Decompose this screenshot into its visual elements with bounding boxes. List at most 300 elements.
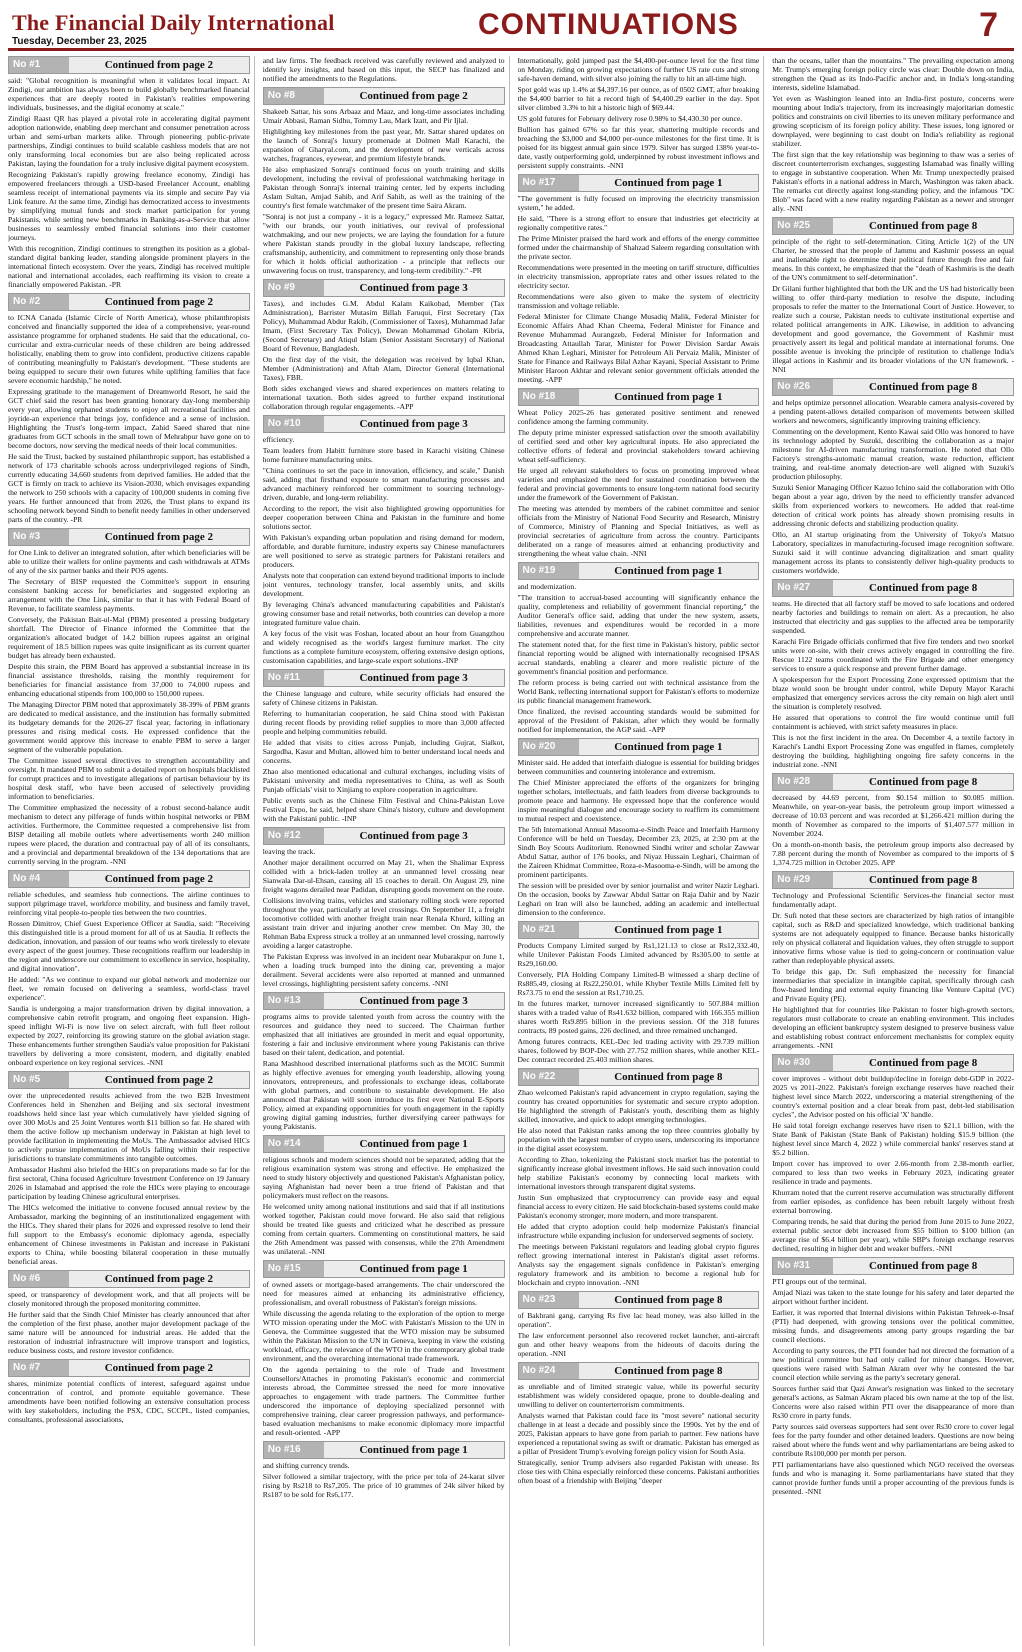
story-continued-from: Continued from page 8 xyxy=(868,582,978,594)
column-1 xyxy=(8,56,255,1646)
story-continued-from: Continued from page 3 xyxy=(359,995,468,1007)
paragraph: Recommendations were presented in the meeting on tariff structure, difficulties in electricity transmission, appropriate rates and other issues related to the electricity sector. xyxy=(517,263,760,290)
story-number: No #11 xyxy=(264,670,324,686)
story-header xyxy=(8,1359,250,1377)
paragraph: Bullion has gained 67% so far this year, shattering multiple records and breaching the $3,000 and $4,000 per-ounce milestones for the first time. It is poised for its biggest annual gain since 1979. Silver has surged 138% year-to-date, vastly outperforming gold, underpinned by robust investment inflows and persistent supply constraints. -NNI xyxy=(517,125,760,170)
paragraph: A spokesperson for the Export Processing Zone expressed optimism that the blaze would soon be brought under control, while Deputy Mayor Karachi emphasized that emergency services across the city remain on high alert until the situation is completely resolved. xyxy=(772,675,1014,711)
paragraph: Conversely, PIA Holding Company Limited-B witnessed a sharp decline of Rs885.49, closing at Rs22,250.01, while Khyber Textile Mills Limited fell by Rs73.75 to end the session at Rs1,710.25. xyxy=(517,970,760,997)
paragraph: The meetings between Pakistani regulators and leading global crypto figures reflect growing international interest in Pakistan's digital asset reforms. Analysts say the engagement signals confidence in Pakistan's emerging regulatory framework and its ambition to become a regional hub for blockchain and crypto innovation. -NNI xyxy=(517,1242,760,1287)
story-continued-from: Continued from page 1 xyxy=(614,565,723,577)
story xyxy=(518,921,760,1064)
story-number: No #2 xyxy=(9,294,69,310)
story-number: No #14 xyxy=(264,1136,324,1152)
paragraph: over the unprecedented results achieved from the two B2B Investment Conferences held in Shenzhen and Beijing and six sectoral investment roadshows held since last year which cumulatively have yielded signing of over 300 MoUs and 25 Joint Ventures worth $11 billion so far. He shared with them the active follow up mechanism underway in Pakistan at high level to provide facilitation in implementing the MoUs. The Ambassador advised HICs to actively pursue implementation of MoUs falling within their respective jurisdictions to translate commitments into tangible outcomes. xyxy=(8,1091,250,1163)
paragraph: Karachi Fire Brigade officials confirmed that five fire tenders and two snorkel units were on-site, with their crews actively engaged in controlling the fire. Rescue 1122 teams coordinated with the Fire Brigade and other emergency services to ensure a quick response and prevent further damage. xyxy=(772,637,1014,673)
story-number: No #3 xyxy=(9,529,69,545)
paragraph: A key focus of the visit was Foshan, located about an hour from Guangzhou and widely recognised as the world's largest furniture market. The city functions as a complete furniture ecosystem, offering extensive design options, customisation capabilities, and large-scale export solutions.-INP xyxy=(262,629,505,665)
paragraph: Once finalized, the revised accounting standards would be submitted for approval of the President of Pakistan, after which they would be formally notified for implementation, the AGP said. -APP xyxy=(517,707,760,734)
paragraph: Saudia is undergoing a major transformation driven by digital innovation, a comprehensive cabin retrofit program, and ongoing fleet expansion. High-speed inflight Wi-Fi is now live on select aircraft, with full fleet rollout expected by 2027, reinforcing its growing stature on the global aviation stage. These enhancements further strengthen Saudia's value proposition for Pakistani travellers by delivering a more consistent, modern, and digitally enabled onboard experience on key regional services. -NNI xyxy=(8,1004,250,1067)
story-header xyxy=(263,279,505,297)
paragraph: Despite this strain, the PBM Board has approved a substantial increase in its financial assistance thresholds, raising the monthly requirement for beneficiaries for financial assistance from 37,000 to 74,000 rupees and enhancing educational stipends from 100,000 to 150,000 rupees. xyxy=(8,662,250,698)
story-number: No #13 xyxy=(264,993,324,1009)
paragraph: and shifting currency trends. xyxy=(262,1461,350,1470)
page-number: 7 xyxy=(979,6,998,44)
paragraph: religious schools and modern sciences should not be separated, adding that the religious examination system was strong and effective. He emphasized the need to study history objectively and questioned Pakistan's Afghanistan policy, saying Afghanistan had never been a true friend of Pakistan and that policymakers must reflect on the reasons. xyxy=(262,1155,505,1200)
story xyxy=(8,1071,250,1266)
story-continued-from: Continued from page 8 xyxy=(614,1071,723,1083)
paragraph: the Chinese language and culture, while security officials had ensured the safety of Chinese citizens in Pakistan. xyxy=(262,689,505,707)
paragraph: as unreliable and of limited strategic value, while its powerful security establishment was widely considered opaque, prone to double-dealing and unwilling to deliver on counterterrorism commitments. xyxy=(517,1382,760,1409)
paragraph: Sources further said that Qazi Anwar's resignation was linked to the secretary general's actions, as Salman Akram placed his own name at the top of the list. Concerns were also raised within PTI over the disappearance of more than Rs30 crore in party funds. xyxy=(772,1384,1014,1420)
story-number: No #6 xyxy=(9,1271,69,1287)
story-number: No #30 xyxy=(773,1055,833,1071)
story xyxy=(518,56,760,170)
story xyxy=(263,56,505,83)
story-header xyxy=(518,562,760,580)
story-number: No #9 xyxy=(264,280,324,296)
story-continued-from: Continued from page 2 xyxy=(104,1362,214,1374)
paragraph: Both sides exchanged views and shared experiences on matters relating to international taxation. Both sides agreed to further expand institutional collaboration through regular engagements. -APP xyxy=(262,384,505,411)
story-number: No #7 xyxy=(9,1360,69,1376)
story-continued-from: Continued from page 2 xyxy=(104,59,214,71)
story-continued-from: Continued from page 2 xyxy=(104,531,214,543)
paragraph: Minister said. He added that interfaith dialogue is essential for building bridges between communities and countering intolerance and extremism. xyxy=(517,758,760,776)
story-number: No #23 xyxy=(519,1292,579,1308)
story xyxy=(772,217,1014,374)
paragraph: Khurram noted that the current reserve accumulation was structurally different from earlier episodes, as confidence has been rebuilt largely without fresh external borrowing. xyxy=(772,1188,1014,1215)
paragraph: said: "Global recognition is meaningful when it validates local impact. At Zindigi, our ambition has always been to build globally benchmarked financial experiences that are deeply rooted in Pakistan's realities empowering individuals, businesses, and the digital economy at scale." xyxy=(8,76,250,112)
story xyxy=(8,1270,250,1355)
story xyxy=(772,1257,1014,1496)
story xyxy=(263,1441,505,1499)
story-body xyxy=(263,107,505,275)
story-number: No #21 xyxy=(519,922,579,938)
story-continued-from: Continued from page 2 xyxy=(104,1074,214,1086)
story xyxy=(8,1359,250,1424)
paragraph: According to party sources, the PTI founder had not directed the formation of a new political committee but had only called for minor changes. However, questions were raised with Salman Akram over why he contested the bar council election while serving as the party's secretary general. xyxy=(772,1346,1014,1382)
paragraph: He said total foreign exchange reserves have risen to $21.1 billion, with the State Bank of Pakistan (State Bank of Pakistan) holding $15.9 billion (the highest level since March 4, 2022 ) while commercial banks' reserves stand at $5.2 billion. xyxy=(772,1121,1014,1157)
paragraph: Expressing gratitude to the management of Dreamworld Resort, he said the GCT chief said the resort has been granting honorary day-long membership every year, allowing orphaned students to enjoy all recreational facilities and joyride-an experience that brings joy, confidence and a sense of inclusion. Highlighting the Trust's long-term impact, Zahid Saeed shared that nine graduates from GCT schools in the small town of Mehrabpur have gone on to become doctors, now serving the medical needs of their local communities. xyxy=(8,387,250,450)
story-header xyxy=(518,1068,760,1086)
story-body xyxy=(518,56,760,170)
story-number: No #16 xyxy=(264,1442,324,1458)
story-body xyxy=(772,891,1014,1050)
story-number: No #26 xyxy=(773,379,833,395)
paragraph: In the futures market, turnover increased significantly to 507.884 million shares with a traded value of Rs41.632 billion, compared with 166.355 million shares worth Rs9.895 billion in the previous session. Of the 318 futures contracts, 89 posted gains, 226 declined, and three remained unchanged. xyxy=(517,999,760,1035)
masthead xyxy=(8,6,1014,46)
paragraph: To bridge this gap, Dr. Sufi emphasized the necessity for financial intermediaries that specialize in intangible capital, specifically through cash flow-based lending and external equity financing like Venture Capital (VC) and Private Equity (PE). xyxy=(772,967,1014,1003)
story-header xyxy=(263,827,505,845)
story xyxy=(772,56,1014,213)
paragraph: He also emphasized Sonraj's continued focus on youth training and skills development, including the revival of professional watchmaking heritage in Pakistan through Sonraj's internal training center, led by experts including Aslam Sultan, Amjad Sahib, and Arif Sahib, as well as the training of the country's first female watchmaker of the present time Saira Akram. xyxy=(262,165,505,210)
story-body xyxy=(772,1074,1014,1253)
paragraph: speed, or transparency of development work, and that all projects will be closely monitored through the proposed monitoring committee. xyxy=(8,1290,250,1308)
story-number: No #15 xyxy=(264,1261,324,1277)
paragraph: He added that crypto adoption could help modernize Pakistan's financial infrastructure while expanding inclusion for underserved segments of society. xyxy=(517,1222,760,1240)
story-body xyxy=(8,1091,250,1266)
story-continued-from: Continued from page 8 xyxy=(868,776,978,788)
paragraph: programs aims to provide talented youth from across the country with the resources and guidance they need to succeed. The Chairman further emphasized that all initiatives are grounded in merit and equal opportunity, fostering a fair and inclusive environment where young Pakistanis can thrive based on their talent, dedication, and potential. xyxy=(262,1012,505,1057)
paragraph: Zindigi Raast QR has played a pivotal role in accelerating digital payment adoption nationwide, enabling deep merchant and consumer penetration across urban and semi-urban markets alike. Through pioneering public-private partnerships, Zindigi continues to build scalable cashless models that are not only transforming local economies but are also being replicated across Pakistan, laying the foundation for a truly inclusive digital payment ecosystem. xyxy=(8,114,250,168)
paragraph: Internationally, gold jumped past the $4,400-per-ounce level for the first time on Monday, riding on growing expectations of further US rate cuts and strong safe-haven demand, with silver also joining the rally to hit an all-time high. xyxy=(517,56,760,83)
paragraph: With this recognition, Zindigi continues to strengthen its position as a global-standard digital banking leader, standing alongside prominent players in the international fintech ecosystem. Over the years, Zindigi has received multiple national and international accolades, each reaffirming its vision to create a financially empowered Pakistan. -PR xyxy=(8,244,250,289)
story-continued-from: Continued from page 1 xyxy=(614,924,723,936)
story-header xyxy=(263,992,505,1010)
paragraph: The meeting was attended by members of the cabinet committee and senior officials from the Ministry of National Food Security and Research, Ministry of Commerce, Ministry of Planning and Special Initiatives, as well as provincial secretaries of agriculture from across the country. Participants deliberated on a range of measures aimed at enhancing productivity and strengthening the wheat value chain. -NNI xyxy=(517,504,760,558)
story-header xyxy=(263,415,505,433)
paragraph: The Committee issued several directives to strengthen accountability and oversight. It mandated PBM to submit a detailed report on hospitals blacklisted for corrupt practices and to investigate allegations of partisan behaviour by its hospital desk staff, who have been accused of selectively providing information to beneficiaries. xyxy=(8,756,250,801)
story-header xyxy=(772,378,1014,396)
story-body xyxy=(518,1311,760,1358)
paragraph: Ambassador Hashmi also briefed the HICs on preparations made so far for the first sectoral, China focused Agriculture Investment Conference on 19 January 2026 in Islamabad and apprised the role the HICs were playing to encourage participation by leading Chinese agricultural enterprises. xyxy=(8,1165,250,1201)
story xyxy=(263,1135,505,1256)
paragraph: Wheat Policy 2025-26 has generated positive sentiment and renewed confidence among the farming community. xyxy=(517,408,760,426)
story-body xyxy=(263,56,505,83)
story-continued-from: Continued from page 8 xyxy=(868,1260,978,1272)
paragraph: Among futures contracts, KEL-Dec led trading activity with 29.739 million shares, followed by BOP-Dec with 27.752 million shares, while another KEL-Dec contract recorded 25.403 million shares. xyxy=(517,1037,760,1064)
story-continued-from: Continued from page 1 xyxy=(614,177,723,189)
paragraph: He also noted that Pakistan ranks among the top three countries globally by population with the largest number of crypto users, underscoring its importance in the digital asset ecosystem. xyxy=(517,1126,760,1153)
paragraph: Dr. Sufi noted that these sectors are characterized by high ratios of intangible capital, such as R&D and specialized knowledge, which traditional banking systems are not adequately equipped to finance. Because banks historically rely on physical collateral and liquidation values, they often struggle to support innovative firms whose value is tied to going-concern or continuation value rather than redeployable physical assets. xyxy=(772,911,1014,965)
paragraph: "Sonraj is not just a company - it is a legacy," expressed Mr. Rameez Sattar, "with our brands, our youth initiatives, our revival of professional watchmaking, and our new projects, we are laying the foundation for a future where Pakistan stands proudly in the global luxury landscape, reflecting craftsmanship, authenticity, and commitment to representing only those brands for which it holds official authorization - a principle that reflects our unwavering focus on trust, transparency, and long-term credibility." -PR xyxy=(262,212,505,275)
story-continued-from: Continued from page 8 xyxy=(614,1294,723,1306)
story-body xyxy=(8,1379,250,1424)
paragraph: of Bakhrani gang, carrying Rs five lac head money, was also killed in the operation". xyxy=(517,1311,760,1329)
story-continued-from: Continued from page 2 xyxy=(104,296,214,308)
paragraph: and modernization. xyxy=(517,582,577,591)
story xyxy=(8,56,250,289)
story-body xyxy=(263,847,505,988)
paragraph: Another major derailment occurred on May 21, when the Shalimar Express collided with a brick-laden trolley at an unmanned level crossing near Sianwala Dar-ul-Ehsan, causing all 15 coaches to derail. On August 29, nine freight wagons derailed near Padidan, disrupting goods movement on the route. xyxy=(262,858,505,894)
story-header xyxy=(518,1291,760,1309)
paragraph: Silver followed a similar trajectory, with the price per tola of 24-karat silver rising by Rs218 to Rs7,205. The price of 10 grammes of 24k silver hiked by Rs187 to be sold for Rs6,177. xyxy=(262,1472,505,1499)
paragraph: On the first day of the visit, the delegation was received by Iqbal Khan, Member (Administration) and Aftab Alam, Director General (International Taxes), FBR. xyxy=(262,355,505,382)
story-continued-from: Continued from page 8 xyxy=(868,874,978,886)
paragraph: cover improves - without debt buildup/decline in foreign debt-GDP in 2022-2025 vs 2011-2022. Pakistan's foreign exchange reserves have reached their highest level since March 2022, underscoring a material strengthening of the country's external position and a clear break from past, debt-led stabilisation cycles", the Advisor posted on his official 'X' handle. xyxy=(772,1074,1014,1119)
paragraph: The Pakistan Express was involved in an incident near Mubarakpur on June 1, when a loading truck bumped into the dining car, preventing a major derailment. Several accidents were also reported at manned and unmanned level crossings, highlighting persistent safety concerns. -NNI xyxy=(262,952,505,988)
paragraph: He said, "There is a strong effort to ensure that industries get electricity at regionally competitive rates." xyxy=(517,214,760,232)
paragraph: Amjad Niazi was taken to the state lounge for his safety and later departed the airport without further incident. xyxy=(772,1288,1014,1306)
story-number: No #29 xyxy=(773,872,833,888)
paragraph: The 5th International Annual Masooma-e-Sindh Peace and Interfaith Harmony Conference will be held on Tuesday, December 23, 2025, at 2:30 pm at the Sindh Boy Scouts Auditorium. Renowned Sindhi writer and scholar Zawwar Abdul Sattar, author of 176 books, and Niyaz Hussain Leghari, Chairman of the Zaireen Khidmat Committee, Roza-e-Masooma-e-Sindh, will be among the prominent participants. xyxy=(517,825,760,879)
paragraph: He further said that the Sindh Chief Minister has clearly announced that after the completion of the first phase, another major development package of the same nature will be announced for industrial areas. He added that the restoration of industrial infrastructure will improve transport and logistics, reduce business costs, and restore investor confidence. xyxy=(8,1310,250,1355)
story-continued-from: Continued from page 1 xyxy=(359,1444,468,1456)
paragraph: The HICs welcomed the initiative to convene focused annual review by the Ambassador, marking the beginning of an institutionalized engagement with the HICs. They shared their plans for 2026 and expressed resolve to lend their full support to the Embassy's economic diplomacy agenda, especially enhancement of Chinese investments in Pakistan and increase in Pakistani exports to China, while boosting bilateral cooperation in these mutually beneficial areas. xyxy=(8,1203,250,1266)
story-body xyxy=(8,1290,250,1355)
paragraph: He added: "As we continue to expand our global network and modernize our fleet, we remain focused on delivering a seamless, world-class travel experience". xyxy=(8,975,250,1002)
paragraph: Technology and Professional Scientific Services-the financial sector must fundamentally adapt. xyxy=(772,891,1014,909)
paragraph: Import cover has improved to over 2.66-month from 2.38-month earlier, compared to less than two weeks in February 2023, indicating greater resilience in trade and payments. xyxy=(772,1159,1014,1186)
story-continued-from: Continued from page 1 xyxy=(614,741,723,753)
columns-container xyxy=(8,56,1014,1646)
story-body xyxy=(263,1155,505,1256)
story-body xyxy=(772,56,1014,213)
story-body xyxy=(8,548,250,866)
paragraph: shares, minimize potential conflicts of interest, safeguard against undue concentration of control, and promote equitable governance. These amendments have been notified following an extensive consultation process with key stakeholders, including the PSX, CDC, SCCPL, listed companies, consultants, professional associations, xyxy=(8,1379,250,1424)
paragraph: He added that visits to cities across Punjab, including Gujrat, Sialkot, Sargodha, Kasur and Multan, allowed him to better understand local needs and concerns. xyxy=(262,738,505,765)
paragraph: He welcomed unity among national institutions and said that if all institutions worked together, Pakistan could move forward. He also said that religious should be treated like guests and criticized what he described as pressure coming from certain quarters. Commenting on constitutional matters, he said the 26th Amendment was passed with consensus, while the 27th Amendment was unilateral. -NNI xyxy=(262,1202,505,1256)
paragraph: Team leaders from Habitt furniture store based in Karachi visiting Chinese home furniture manufacturing units. xyxy=(262,446,505,464)
paragraph: reliable schedules, and seamless hub connections. The airline continues to support pilgrimage travel, workforce mobility, and business and family travel, reinforcing vital people-to-people ties between the two countries. xyxy=(8,890,250,917)
story-header xyxy=(263,1135,505,1153)
story-number: No #19 xyxy=(519,563,579,579)
story-body xyxy=(518,194,760,384)
story xyxy=(8,870,250,1067)
paragraph: Recognizing Pakistan's rapidly growing freelance economy, Zindigi has empowered freelancers through a USD-based Freelancer Account, enabling seamless receipt of international payments via its simple and secure Pay via Link feature. At the same time, Zindigi has democratized access to investments by simplifying mutual funds and stock market participation for young Pakistanis, while setting new benchmarks in Banking-as-a-Service that allow businesses to seamlessly embed financial solutions into their customer journeys. xyxy=(8,170,250,242)
paragraph: "The transition to accrual-based accounting will significantly enhance the quality, completeness and reliability of government financial reporting," the Auditor General's office said, adding that under the new system, assets, liabilities, revenues and expenditures would be recorded in a more comprehensive and accurate manner. xyxy=(517,593,760,638)
column-3 xyxy=(518,56,765,1646)
story-continued-from: Continued from page 3 xyxy=(359,830,468,842)
story xyxy=(8,528,250,866)
story-body xyxy=(772,793,1014,867)
paragraph: PTI parliamentarians have also questioned which NGO received the overseas funds and who is managing it. Some parliamentarians have stated that they cannot provide further funds until a proper accounting of the previous funds is presented. -NNI xyxy=(772,1460,1014,1496)
story-header xyxy=(772,1054,1014,1072)
paragraph: He urged all relevant stakeholders to focus on promoting improved wheat varieties and emphasized the need for sustained coordination between the federal and provincial governments to ensure long-term national food security under the framework of the Government of Pakistan. xyxy=(517,466,760,502)
paragraph: Products Company Limited surged by Rs1,121.13 to close at Rs12,332.40, while Unilever Pakistan Foods Limited advanced by Rs305.00 to settle at Rs29,160.00. xyxy=(517,941,760,968)
story-body xyxy=(518,758,760,917)
paragraph: By leveraging China's advanced manufacturing capabilities and Pakistan's growing consumer base and retail networks, both countries can develop a more integrated furniture value chain. xyxy=(262,600,505,627)
paragraph: Analysts warned that Pakistan could face its "most severe" national security challenge in at least a decade and possibly since the 1990s. Yet by the end of 2025, Pakistan appears to have gone from pariah to partner. Few nations have experienced a reputational swing as swift or dramatic. Pakistan has emerged as a pillar of President Trump's evolving foreign policy vision for South Asia. xyxy=(517,1411,760,1456)
story-continued-from: Continued from page 8 xyxy=(868,381,978,393)
story-number: No #8 xyxy=(264,88,324,104)
story-number: No #24 xyxy=(519,1363,579,1379)
story-header xyxy=(772,579,1014,597)
paragraph: Zhao welcomed Pakistan's rapid advancement in crypto regulation, saying the country has created opportunities for systematic and secure crypto adoption. He highlighted the strength of Pakistan's youth, describing them as highly skilled, innovative, and quick to adopt emerging technologies. xyxy=(517,1088,760,1124)
story xyxy=(263,415,505,665)
story-continued-from: Continued from page 1 xyxy=(359,1138,468,1150)
story-body xyxy=(263,1012,505,1131)
paragraph: Party sources said overseas supporters had sent over Rs30 crore to cover legal fees for the party founder and other detained leaders. Questions are now being raised about where the funds went and why parliamentarians are being asked to contribute Rs100,000 per month per person. xyxy=(772,1422,1014,1458)
story-number: No #25 xyxy=(773,218,833,234)
story-body xyxy=(8,313,250,524)
story xyxy=(772,773,1014,867)
paragraph: This is not the first incident in the area. On December 4, a textile factory in Karachi's Landhi Export Processing Zone was engulfed in flames, completely destroying the building, highlighting ongoing fire safety concerns in the industrial zone. -NNI xyxy=(772,733,1014,769)
story-body xyxy=(8,890,250,1067)
story-header xyxy=(518,921,760,939)
paragraph: Rossen Dimitrov, Chief Guest Experience Officer at Saudia, said: "Receiving this distinguished title is a proud moment for all of us at Saudia. It reflects the dedication, innovation, and passion of our teams who work tirelessly to elevate every aspect of the guest journey. These recognitions reaffirm our leadership in the region and underscore our commitment to excellence in service, hospitality, and digital innovation". xyxy=(8,919,250,973)
story xyxy=(518,1362,760,1485)
story xyxy=(518,738,760,917)
story-body xyxy=(772,398,1014,575)
paragraph: Shakeeb Sattar, his sons Arbaaz and Maaz, and long-time associates including Umair Abbasi, Raman Sidhu, Tommy Lau, Mark Izatt, and Pir Ijlal. xyxy=(262,107,505,125)
story xyxy=(263,279,505,411)
paragraph: The reform process is being carried out with technical assistance from the World Bank, reflecting international support for Pakistan's efforts to modernize its public financial management framework. xyxy=(517,678,760,705)
paragraph: Earlier, it was reported that Internal divisions within Pakistan Tehreek-e-Insaf (PTI) had deepened, with growing tensions over the political committee, missing funds, and disagreements among party groups regarding the bar council elections. xyxy=(772,1308,1014,1344)
paragraph: The Secretary of BISP requested the Committee's support in ensuring consistent banking access for beneficiaries and suggested exploring an arrangement with the One Link, similar to that it has with Federal Board of Revenue, to facilitate seamless payments. xyxy=(8,577,250,613)
paragraph: of owned assets or mortgage-based arrangements. The chair underscored the need for measures aimed at enhancing its administrative efficiency, professionalism, and overall robustness of Pakistan's foreign missions. xyxy=(262,1280,505,1307)
story-continued-from: Continued from page 1 xyxy=(614,391,723,403)
story-body xyxy=(772,1277,1014,1496)
paragraph: Dr Gilani further highlighted that both the UK and the US had historically been willing to offer third-party mediation to resolve the dispute, including proposals to refer the matter to the International Court of Justice. However, to realize such a course, Pakistan needs to cultivate institutional expertise and related political arrangements in AJK. Likewise, in addition to advancing development and good governance, the Government of Kashmir must proactively assert its legal and political mandate at international forums. One possible avenue is invoking the principle of restitution to challenge India's illegal actions in Kashmir and its broader violations of the UN framework. -NNI xyxy=(772,284,1014,374)
story-body xyxy=(772,237,1014,374)
issue-date: Tuesday, December 23, 2025 xyxy=(12,36,147,47)
story xyxy=(518,562,760,734)
story-body xyxy=(772,599,1014,769)
story-body xyxy=(263,1280,505,1437)
story xyxy=(772,579,1014,769)
story xyxy=(263,87,505,275)
story-continued-from: Continued from page 3 xyxy=(359,282,468,294)
story-continued-from: Continued from page 1 xyxy=(359,1263,468,1275)
paragraph: for One Link to deliver an integrated solution, after which beneficiaries will be able to utilize their wallets for online payments and cash withdrawals at ATMs of any of the six partner banks and their POS agents. xyxy=(8,548,250,575)
paragraph: principle of the right to self-determination. Citing Article 1(2) of the UN Charter, he stressed that the people of Jammu and Kashmir possess an equal and inalienable right to determine their political future through free and fair means. In this context, he emphasized that the "death of Kashmiris is the death of the UN's commitment to self-determination". xyxy=(772,237,1014,282)
story xyxy=(518,1291,760,1358)
column-4 xyxy=(772,56,1014,1646)
paragraph: The law enforcement personnel also recovered rocket launcher, anti-aircraft gun and other heavy weapons from the hideouts of dacoits during the operation. -NNI xyxy=(517,1331,760,1358)
story-continued-from: Continued from page 2 xyxy=(104,1273,214,1285)
story-continued-from: Continued from page 2 xyxy=(104,873,214,885)
paragraph: Collisions involving trains, vehicles and stationary rolling stock were reported throughout the year, particularly at level crossings. On September 11, a freight locomotive collided with another freight train near Renala Khurd, killing an assistant train driver and injuring another crew member. On May 30, the Rehman Baba Express struck a trolley at an unmanned level crossing, narrowly avoiding a larger catastrophe. xyxy=(262,896,505,950)
story-number: No #1 xyxy=(9,57,69,73)
paragraph: Public events such as the Chinese Film Festival and China-Pakistan Love Festival Expo, he said, helped share China's history, culture and development with the Pakistani public. -INP xyxy=(262,796,505,823)
paragraph: leaving the track. xyxy=(262,847,316,856)
story-number: No #18 xyxy=(519,389,579,405)
story-continued-from: Continued from page 3 xyxy=(359,672,468,684)
paragraph: He assured that operations to control the fire would continue until full containment is achieved, with strict safety measures in place. xyxy=(772,713,1014,731)
story xyxy=(772,378,1014,575)
story-continued-from: Continued from page 2 xyxy=(359,90,468,102)
story xyxy=(263,669,505,823)
story xyxy=(518,388,760,558)
story-header xyxy=(8,528,250,546)
paragraph: Conversely, the Pakistan Bait-ul-Mal (PBM) presented a pressing budgetary shortfall. The Director of Finance informed the Committee that the organization's allocated budget of 14.2 billion rupees against an original requirement of 18.5 billion rupees was quite insignificant as its current quarter budget has already been exhausted. xyxy=(8,615,250,660)
paragraph: With Pakistan's expanding urban population and rising demand for modern, affordable, and durable furniture, industry experts say Chinese manufacturers are well positioned to serve as strategic partners for Pakistani retailers and producers. xyxy=(262,533,505,569)
story-continued-from: Continued from page 8 xyxy=(868,220,978,232)
story-continued-from: Continued from page 8 xyxy=(614,1365,723,1377)
story-header xyxy=(518,738,760,756)
story-header xyxy=(8,1270,250,1288)
paragraph: The Prime Minister praised the hard work and efforts of the energy committee formed under the chairmanship of Shahzad Saleem regarding consultation with the private sector. xyxy=(517,234,760,261)
paragraph: The statement noted that, for the first time in Pakistan's history, public sector financial reporting would be aligned with internationally recognised IPSAS accrual standards, enabling a clearer and more realistic picture of the government's financial position and performance. xyxy=(517,640,760,676)
story-body xyxy=(518,1088,760,1287)
story-header xyxy=(772,217,1014,235)
paragraph: Federal Minister for Climate Change Musadiq Malik, Federal Minister for Economic Affairs Ahad Khan Cheema, Federal Minister for Finance and Revenue Muhammad Aurangzeb, Federal Minister for Information and Broadcasting Attaullah Tarar, Minister for Power Division Sardar Awais Ahmed Khan Leghari, Minister for Petroleum Ali Pervaiz Malik, Minister of State for Finance and Railways Bilal Azhar Kayani, Special Assistant to Prime Minister Haroon Akhtar and relevant senior government officials attended the meeting. -APP xyxy=(517,312,760,384)
paragraph: The Chief Minister appreciated the efforts of the organizers for bringing together scholars, intellectuals, and faith leaders from diverse backgrounds to promote peace and harmony. He expressed hope that the conference would inspire meaningful dialogue and encourage society to reaffirm its commitment to mutual respect and coexistence. xyxy=(517,778,760,823)
paragraph: Highlighting key milestones from the past year, Mr. Sattar shared updates on the launch of Sonraj's luxury promenade at Dolmen Mall Karachi, the expansion of Gharyal.com, and the development of new verticals across watches, fragrances, eyewear, and premium lifestyle brands. xyxy=(262,127,505,163)
paragraph: Comparing trends, he said that during the period from June 2015 to June 2022, external public sector debt increased from $55 billion to $100 billion (an average rise of $6.4 billion per year), while SBP's foreign exchange reserves declined, resulting in higher debt and weaker buffers. -NNI xyxy=(772,1217,1014,1253)
paragraph: While discussing the agenda relating to the exploration of the option to merge WTO mission operating under the MoC with Pakistan's Mission to the UN in Geneva, the Committee suggested that the WTO mission may be subsumed within the Pakistan Mission to the UN in Geneva, keeping in view the existing workload, efficacy, the relevance of the WTO in the contemporary global trade environment, and the overarching international trade framework. xyxy=(262,1309,505,1363)
paragraph: According to Zhao, tokenizing the Pakistani stock market has the potential to significantly increase global investment inflows. He said such innovation could help stabilize Pakistan's economy by connecting local markets with international investors through transparent digital systems. xyxy=(517,1155,760,1191)
story-header xyxy=(263,87,505,105)
story-header xyxy=(8,293,250,311)
story xyxy=(263,992,505,1131)
story-number: No #17 xyxy=(519,175,579,191)
story-header xyxy=(518,1362,760,1380)
story-number: No #10 xyxy=(264,416,324,432)
story xyxy=(772,871,1014,1050)
paragraph: The Committee emphasized the necessity of a robust second-balance audit mechanism to detect any pilferage of funds within hospital networks or PBM activities. Furthermore, the Committee requested a comprehensive list from BISP detailing all mobile outlets where advertisements worth 240 million rupees were placed, the duration and contractual pay of all of its consultants, and a provincial and departmental breakdown of the 134 deportations that are currently serving in the program. -NNI xyxy=(8,803,250,866)
paragraph: The session will be presided over by senior journalist and writer Nazir Leghari. On the occasion, books by Zawwar Abdul Sattar on Raja Dahir and by Nazir Leghari on Iran will also be launched, adding an academic and intellectual dimension to the conference. xyxy=(517,881,760,917)
story-header xyxy=(772,871,1014,889)
story xyxy=(263,827,505,988)
paragraph: He said the Trust, backed by sustained philanthropic support, has established a network of 173 charitable schools across underprivileged regions of Sindh, currently educating 34,660 students from deprived families. He added that the GCT is firmly on track to achieve its Vision-2030, which envisages expanding the network to 250 schools with a capacity of 100,000 students in coming five years. He further announced that from 2026, the Trust plans to expand its schooling network beyond Sindh to benefit needy families in other underserved parts of the country. -PR xyxy=(8,452,250,524)
story-header xyxy=(8,870,250,888)
paragraph: to ICNA Canada (Islamic Circle of North America), whose philanthropists conceived and financially supported the idea of a comprehensive, year-round assistance programme for orphaned students. He said that the educational, co-curricular and extra-curricular needs of these children are being addressed holistically, enabling them to grow into confident, productive citizens capable of contributing meaningfully to Pakistan's development. "These students are being equipped to secure their own futures while uplifting families that face severe economic hardship," he noted. xyxy=(8,313,250,385)
paragraph: Ollo, an AI startup originating from the University of Tokyo's Matsuo Laboratory, specializes in manufacturing-focused image recognition software. Suzuki said it will continue advancing digitalization and smart quality management across its plants to consistently deliver high-quality products to customers worldwide. xyxy=(772,530,1014,575)
story-number: No #31 xyxy=(773,1258,833,1274)
story xyxy=(263,1260,505,1437)
story-number: No #27 xyxy=(773,580,833,596)
story-number: No #4 xyxy=(9,871,69,887)
paragraph: On a month-on-month basis, the petroleum group imports also decreased by 7.88 percent during the month of November as compared to the imports of $ 1,374.725 million in October 2025. APP xyxy=(772,840,1014,867)
story-header xyxy=(263,1260,505,1278)
paragraph: Suzuki Senior Managing Officer Kazuo Ichino said the collaboration with Ollo began about a year ago, driven by the need to efficiently transfer advanced skills from experienced workers to newcomers. He added that real-time detection of critical work points has already shown promising results in addressing chronic defects and stabilizing production quality. xyxy=(772,483,1014,528)
story-number: No #22 xyxy=(519,1069,579,1085)
story xyxy=(518,174,760,384)
paragraph: He highlighted that for countries like Pakistan to foster high-growth sectors, regulators must collaborate to create an enabling environment. This includes developing an efficient bankruptcy system designed to preserve business value and establishing robust contract enforcement mechanisms for complex equity arrangements. -NNI xyxy=(772,1005,1014,1050)
paragraph: than the oceans, taller than the mountains." The prevailing expectation among Mr. Trump's emerging foreign policy circle was clear: Double down on India, strengthen the Quad as its Indo-Pacific anchor and, in India's long-standing interests, sideline Islamabad. xyxy=(772,56,1014,92)
paragraph: Justin Sun emphasized that cryptocurrency can provide easy and equal financial access to every citizen. He said blockchain-based systems could make Pakistan's economy stronger, more modern, and more transparent. xyxy=(517,1193,760,1220)
paragraph: Zhao also mentioned educational and cultural exchanges, including visits of Pakistani university and media representatives to China, as well as South Punjab officials' visit to Xinjiang to explore cooperation in agriculture. xyxy=(262,767,505,794)
paragraph: On the agenda pertaining to the role of Trade and Investment Counsellors/Attaches in promoting Pakistan's economic and commercial interests abroad, the Committee stressed the need for more innovative approaches to engagement with trade partners. The Committee further underscored the importance of deploying specialized personnel with comprehensive training, clear career progression pathways, and performance-based evaluation mechanisms to make economic diplomacy more impactful and result-oriented. -APP xyxy=(262,1365,505,1437)
story-body xyxy=(263,1461,505,1499)
story-continued-from: Continued from page 8 xyxy=(868,1057,978,1069)
paragraph: "China continues to set the pace in innovation, efficiency, and scale," Danish said, adding that firsthand exposure to smart manufacturing processes and advanced machinery reinforced her commitment to sourcing technology-driven, durable, and long-term reliability. xyxy=(262,466,505,502)
masthead-rule xyxy=(8,48,1014,51)
story xyxy=(772,1054,1014,1253)
paragraph: US gold futures for February delivery rose 0.98% to $4,430.30 per ounce. xyxy=(517,114,743,123)
story-header xyxy=(263,1441,505,1459)
story-number: No #5 xyxy=(9,1072,69,1088)
story xyxy=(8,293,250,524)
paragraph: The deputy prime minister expressed satisfaction over the smooth availability of certified seed and other key agricultural inputs. He also appreciated the collective efforts of federal and provincial stakeholders toward achieving wheat self-sufficiency. xyxy=(517,428,760,464)
paragraph: Spot gold was up 1.4% at $4,397.16 per ounce, as of 0502 GMT, after breaking the $4,400 barrier to hit a record high of $4,400.29 earlier in the day. Spot silver climbed 3.3% to hit a historic high of $69.44. xyxy=(517,85,760,112)
story xyxy=(518,1068,760,1287)
paragraph: Analysts note that cooperation can extend beyond traditional imports to include joint ventures, technology transfer, local assembly units, and skills development. xyxy=(262,571,505,598)
story-body xyxy=(518,941,760,1064)
story-number: No #28 xyxy=(773,774,833,790)
paragraph: According to the report, the visit also highlighted growing opportunities for deeper cooperation between China and Pakistan in the furniture and home solutions sector. xyxy=(262,504,505,531)
paper-name: The Financial Daily International xyxy=(12,10,335,35)
paragraph: Yet even as Washington leaned into an India-first posture, concerns were mounting about India's trajectory, from its increasingly majoritarian domestic politics and constraints on civil liberties to its uneven military performance and growing scepticism of its foreign policy ability. These issues, long ignored or downplayed, were beginning to cast doubt on India's reliability as regional stabilizer. xyxy=(772,94,1014,148)
paragraph: The Managing Director PBM noted that approximately 38-39% of PBM grants are dedicated to medical assistance, and the institution has formally submitted its budgetary demands for the 2026-27 fiscal year, factoring in inflationary pressures and rising medical costs. He expressed confidence that the government would approve this increase to enable PBM to serve a larger segment of the vulnerable population. xyxy=(8,700,250,754)
paragraph: and law firms. The feedback received was carefully reviewed and analyzed to identify key insights, and based on this input, the SECP has finalized and notified the amendments to the Regulations. xyxy=(262,56,505,83)
paragraph: teams. He directed that all factory staff be moved to safe locations and ordered nearby factories and buildings to remain on alert. As a precaution, he also instructed that electricity and gas supplies to the affected area be temporarily suspended. xyxy=(772,599,1014,635)
column-2 xyxy=(263,56,510,1646)
paragraph: Rana Mashhood described international platforms such as the MOIC Summit as highly effective avenues for emerging youth leadership, allowing young innovators, entrepreneurs, and professionals to exchange ideas, collaborate with global partners, and contribute to sustainable development. He also announced that Pakistan will soon introduce its first ever National E-Sports Policy, aimed at expanding opportunities for youth engagement in the rapidly growing digital gaming industries, further diversifying career pathways for young Pakistanis. xyxy=(262,1059,505,1131)
story-number: No #20 xyxy=(519,739,579,755)
story-body xyxy=(518,1382,760,1485)
paragraph: Taxes), and includes G.M. Abdul Kalam Kaikobad, Member (Tax Administration), Barrister Mutasim Billah Faruqui, First Secretary (Tax Policy), Muhammad Abdur Rakib, (Commissioner of Taxes), Muhammad Jafar Imam, (First Secretary Tax Policy), Dewan Mohammad Gholam Kibria, (Second Secretary) and Atiqul Islam (Senior Assistant Secretary) of National Board of Revenue, Bangladesh. xyxy=(262,299,505,353)
story-header xyxy=(8,56,250,74)
paragraph: decreased by 44.69 percent, from $0.154 million to $0.085 million. Meanwhile, on year-on-year basis, the petroleum group import witnessed a decrease of 10.03 percent and was recorded at $1,266.421 million during the month of November as compared to the imports of $1,407.577 million in November 2024. xyxy=(772,793,1014,838)
section-title: CONTINUATIONS xyxy=(478,8,739,41)
paragraph: and helps optimize personnel allocation. Wearable camera analysis-covered by a pending patent-allows detailed comparison of movements between skilled workers and newcomers, significantly improving training efficiency. xyxy=(772,398,1014,425)
story-header xyxy=(772,1257,1014,1275)
paragraph: "The government is fully focused on improving the electricity transmission system," he added. xyxy=(517,194,760,212)
story-body xyxy=(518,582,760,734)
story-number: No #12 xyxy=(264,828,324,844)
paragraph: PTI groups out of the terminal. xyxy=(772,1277,867,1286)
story-header xyxy=(518,174,760,192)
paragraph: efficiency. xyxy=(262,435,295,444)
story-header xyxy=(772,773,1014,791)
story-body xyxy=(263,435,505,665)
story-header xyxy=(8,1071,250,1089)
paragraph: Strategically, senior Trump advisers also regarded Pakistan with unease. Its close ties with China especially reinforced these concerns. Pakistani authorities often boast of a friendship with Beijing "deeper xyxy=(517,1458,760,1485)
paragraph: Recommendations were also given to make the system of electricity transmission and voltage reliable. xyxy=(517,292,760,310)
paragraph: Commenting on the development, Kento Kawai said Ollo was honored to have its technology adopted by Suzuki, describing the collaboration as a major milestone for AI-driven manufacturing transformation. He noted that Ollo Factory's strengths-automatic manual creation, waste reduction, efficient training, and real-time anomaly detection-are well aligned with Suzuki's production philosophy. xyxy=(772,427,1014,481)
paragraph: Referring to humanitarian cooperation, he said China stood with Pakistan during recent floods by providing relief supplies to more than 3,000 affected people and helping communities rebuild. xyxy=(262,709,505,736)
story-body xyxy=(518,408,760,558)
story-header xyxy=(263,669,505,687)
story-header xyxy=(518,388,760,406)
story-body xyxy=(263,689,505,823)
story-continued-from: Continued from page 3 xyxy=(359,418,468,430)
story-body xyxy=(8,76,250,289)
story-body xyxy=(263,299,505,411)
paragraph: The first sign that the key relationship was beginning to thaw was a series of discreet counterterrorism exchanges, suggesting Islamabad was finally willing to engage in substantive cooperation. When Mr. Trump unexpectedly praised Pakistan's efforts in a national address in March, Washington was taken aback. The remarks cut directly against long-standing policy, and the infamous "DC Blob" was faced with a new reality regarding Pakistan as a newer and stronger ally. -NNI xyxy=(772,150,1014,213)
